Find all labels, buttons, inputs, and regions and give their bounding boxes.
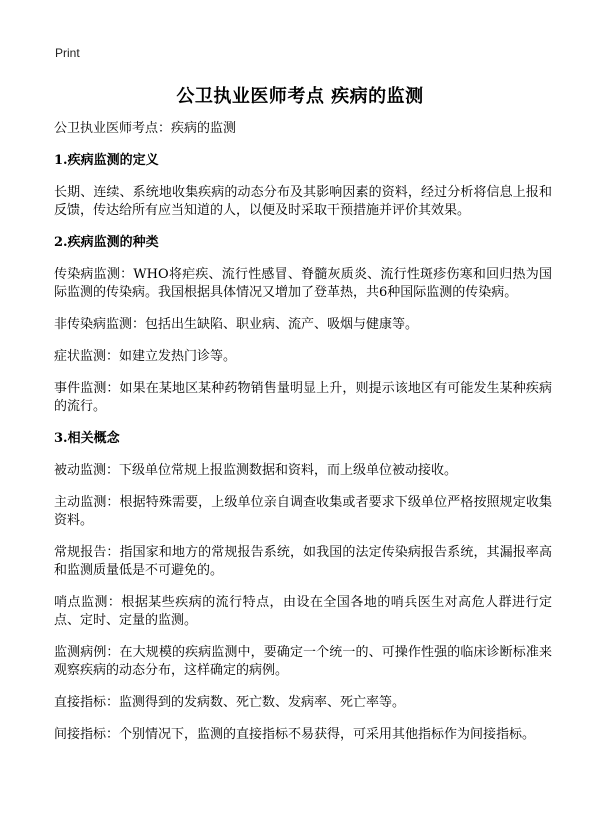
- paragraph: 主动监测：根据特殊需要，上级单位亲自调查收集或者要求下级单位严格按照规定收集资料。: [54, 495, 552, 528]
- section-heading: 1.疾病监测的定义: [54, 153, 159, 168]
- section-definition: [54, 152, 552, 220]
- section-heading: 3.相关概念: [54, 431, 120, 446]
- paragraph: 被动监测：下级单位常规上报监测数据和资料，而上级单位被动接收。: [54, 463, 458, 478]
- paragraph: 哨点监测：根据某些疾病的流行特点，由设在全国各地的哨兵医生对高危人群进行定点、定时、定量的监测。: [54, 595, 552, 628]
- section-concepts: [54, 430, 552, 744]
- paragraph: 传染病监测：WHO将疟疾、流行性感冒、脊髓灰质炎、流行性斑疹伤寒和回归热为国际监测的传染病。我国根据具体情况又增加了登革热，共6种国际监测的传染病。: [54, 267, 552, 300]
- paragraph: 症状监测：如建立发热门诊等。: [54, 349, 237, 364]
- paragraph: 非传染病监测：包括出生缺陷、职业病、流产、吸烟与健康等。: [54, 317, 419, 332]
- paragraph: 常规报告：指国家和地方的常规报告系统，如我国的法定传染病报告系统，其漏报率高和监测质量低是不可避免的。: [54, 545, 552, 578]
- intro-line: 公卫执业医师考点：疾病的监测: [54, 121, 237, 136]
- paragraph: 间接指标：个别情况下，监测的直接指标不易获得，可采用其他指标作为间接指标。: [54, 727, 536, 742]
- page-title: 公卫执业医师考点 疾病的监测: [176, 86, 424, 107]
- document-body: [54, 120, 552, 758]
- paragraph: 监测病例：在大规模的疾病监测中，要确定一个统一的、可操作性强的临床诊断标准来观察疾病的动态分布，这样确定的病例。: [54, 645, 552, 678]
- section-types: [54, 234, 552, 416]
- print-link[interactable]: Print: [55, 46, 80, 60]
- paragraph: 直接指标：监测得到的发病数、死亡数、发病率、死亡率等。: [54, 695, 406, 710]
- paragraph: 长期、连续、系统地收集疾病的动态分布及其影响因素的资料，经过分析将信息上报和反馈，传达给所有应当知道的人，以便及时采取干预措施并评价其效果。: [54, 185, 552, 218]
- section-heading: 2.疾病监测的种类: [54, 235, 159, 250]
- paragraph: 事件监测：如果在某地区某种药物销售量明显上升，则提示该地区有可能发生某种疾病的流行。: [54, 381, 552, 414]
